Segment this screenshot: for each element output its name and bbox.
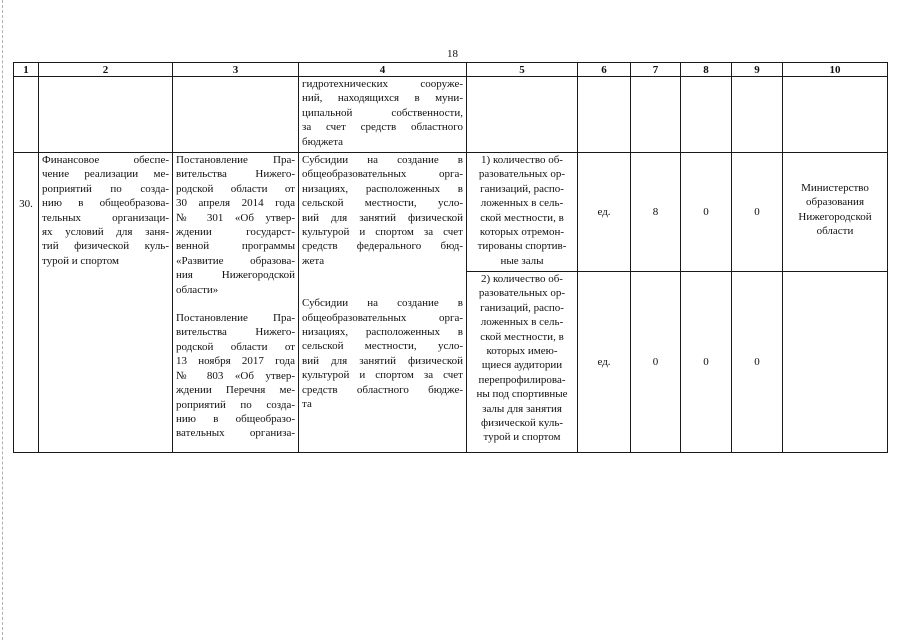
indicator-2-unit: ед. xyxy=(578,272,631,453)
responsible-executor xyxy=(783,153,888,272)
text-line: ганизаций, распо- xyxy=(480,182,564,195)
text-line: 1) количество об- xyxy=(481,154,563,166)
text-line: низациях, расположенных в xyxy=(302,182,463,195)
indicator-1-value-col9: 0 xyxy=(732,153,783,272)
text-line: вательных организа- xyxy=(176,427,295,440)
text-line: та xyxy=(302,398,312,411)
text-line: которых имею- xyxy=(486,345,558,358)
text-line: физической куль- xyxy=(480,417,564,430)
continuation-description xyxy=(299,77,467,153)
text-line: ний, находящихся в муни- xyxy=(302,92,463,105)
text-line: ской местности, в xyxy=(480,330,564,343)
text-line: общеобразовательных орга- xyxy=(302,168,463,181)
text-line: бюджета xyxy=(302,135,344,148)
text-line: вительства Нижего- xyxy=(176,168,295,181)
indicator-1-value-col7: 8 xyxy=(631,153,681,272)
text-line: Министерство xyxy=(801,182,869,194)
text-line: гидротехнических сооруже- xyxy=(302,78,463,90)
text-line: ждении Перечня ме- xyxy=(176,384,295,397)
text-line: чение реализации ме- xyxy=(42,168,169,181)
text-line: тий физической куль- xyxy=(42,240,169,253)
text-line: роприятий по созда- xyxy=(176,398,295,411)
legal-basis xyxy=(173,153,299,453)
text-line: области xyxy=(816,225,854,238)
cell-empty xyxy=(631,77,681,153)
indicator-1-unit: ед. xyxy=(578,153,631,272)
continuation-row xyxy=(14,77,888,153)
text-line: низациях, расположенных в xyxy=(302,326,463,339)
column-number: 10 xyxy=(783,63,888,77)
cell-empty xyxy=(173,77,299,153)
text-line: культурой и спортом за счет xyxy=(302,226,463,239)
text-line: вительства Нижего- xyxy=(176,326,295,339)
text-line: тельных организаци- xyxy=(42,211,169,224)
paragraph-gap xyxy=(302,282,463,296)
row-number xyxy=(14,153,39,453)
text-line: 30 апреля 2014 года xyxy=(176,197,295,210)
text-line: № 301 «Об утвер- xyxy=(176,211,295,224)
text-line: 13 ноября 2017 года xyxy=(176,355,295,368)
page-edge-marks xyxy=(2,0,3,640)
indicator-1-value-col8: 0 xyxy=(681,153,732,272)
cell-empty xyxy=(578,77,631,153)
text-line: ципальной собственности, xyxy=(302,106,463,119)
text-line: общеобразовательных орга- xyxy=(302,311,463,324)
column-number-row xyxy=(14,63,888,77)
table-row-30-a xyxy=(14,153,888,272)
text-line: разовательных ор- xyxy=(478,168,566,181)
text-line: нию в общеобразо- xyxy=(176,412,295,425)
column-number: 5 xyxy=(467,63,578,77)
text-line: тированы спортив- xyxy=(477,240,567,253)
text-line: вий для занятий физической xyxy=(302,211,463,224)
text-line: залы для занятия xyxy=(482,402,562,415)
column-number: 3 xyxy=(173,63,299,77)
text-line: Финансовое обеспе- xyxy=(42,154,169,166)
text-line: ные залы xyxy=(500,254,544,267)
indicator-2-value-col7: 0 xyxy=(631,272,681,453)
cell-empty xyxy=(783,77,888,153)
text-line: ганизаций, распо- xyxy=(480,301,564,314)
text-line: роприятий по созда- xyxy=(42,182,169,195)
text-line: области» xyxy=(176,283,219,296)
text-line: за счет средств областного xyxy=(302,121,463,134)
text-line: жета xyxy=(302,254,325,267)
indicator-2-value-col8: 0 xyxy=(681,272,732,453)
paragraph-gap xyxy=(176,297,295,311)
text-line: нию в общеобразова- xyxy=(42,197,169,210)
text-line: ях условий для заня- xyxy=(42,226,169,239)
cell-empty xyxy=(467,77,578,153)
column-number: 4 xyxy=(299,63,467,77)
text-line: 2) количество об- xyxy=(481,273,563,285)
text-line: Постановление Пра- xyxy=(176,154,295,166)
page-number: 18 xyxy=(447,48,458,60)
column-number: 8 xyxy=(681,63,732,77)
text-line: «Развитие образова- xyxy=(176,254,295,267)
text-line: образования xyxy=(805,196,865,209)
cell-empty xyxy=(783,272,888,453)
column-number: 1 xyxy=(14,63,39,77)
cell-empty xyxy=(39,77,173,153)
text-line: сельской местности, усло- xyxy=(302,197,463,210)
subsidy-description xyxy=(299,153,467,453)
cell-empty xyxy=(14,77,39,153)
text-line: ской местности, в xyxy=(480,211,564,224)
paragraph-gap xyxy=(302,268,463,282)
indicator-1 xyxy=(467,153,578,272)
text-line: родской области от xyxy=(176,182,295,195)
column-number: 7 xyxy=(631,63,681,77)
text-line: щиеся аудитории xyxy=(481,359,563,372)
text-line: средств областного бюдже- xyxy=(302,383,463,396)
text-line: перепрофилирова- xyxy=(478,373,566,386)
text-line: Нижегородской xyxy=(798,210,872,223)
text-line: вий для занятий физической xyxy=(302,354,463,367)
text-line: культурой и спортом за счет xyxy=(302,369,463,382)
text-line: родской области от xyxy=(176,340,295,353)
indicator-2-value-col9: 0 xyxy=(732,272,783,453)
text-line: ны под спортивные xyxy=(476,388,568,401)
text-line: которых отремон- xyxy=(479,226,565,239)
measures-table xyxy=(13,62,888,453)
text-line: ждении государст- xyxy=(176,226,295,239)
text-line: Постановление Пра- xyxy=(176,312,295,325)
column-number: 9 xyxy=(732,63,783,77)
row-number-text: 30. xyxy=(19,198,33,210)
text-line: ния Нижегородской xyxy=(176,269,295,282)
text-line: Субсидии на создание в xyxy=(302,154,463,166)
text-line: турой и спортом xyxy=(483,431,561,444)
indicator-2 xyxy=(467,272,578,453)
cell-empty xyxy=(681,77,732,153)
column-number: 6 xyxy=(578,63,631,77)
measure-name xyxy=(39,153,173,453)
text-line: Субсидии на создание в xyxy=(302,297,463,310)
text-line: сельской местности, усло- xyxy=(302,340,463,353)
text-line: турой и спортом xyxy=(42,254,119,267)
column-number: 2 xyxy=(39,63,173,77)
text-line: ложенных в сель- xyxy=(480,316,564,329)
text-line: средств федерального бюд- xyxy=(302,240,463,253)
text-line: разовательных ор- xyxy=(478,287,566,300)
text-line: № 803 «Об утвер- xyxy=(176,369,295,382)
text-line: ложенных в сель- xyxy=(480,197,564,210)
text-line: венной программы xyxy=(176,240,295,253)
cell-empty xyxy=(732,77,783,153)
